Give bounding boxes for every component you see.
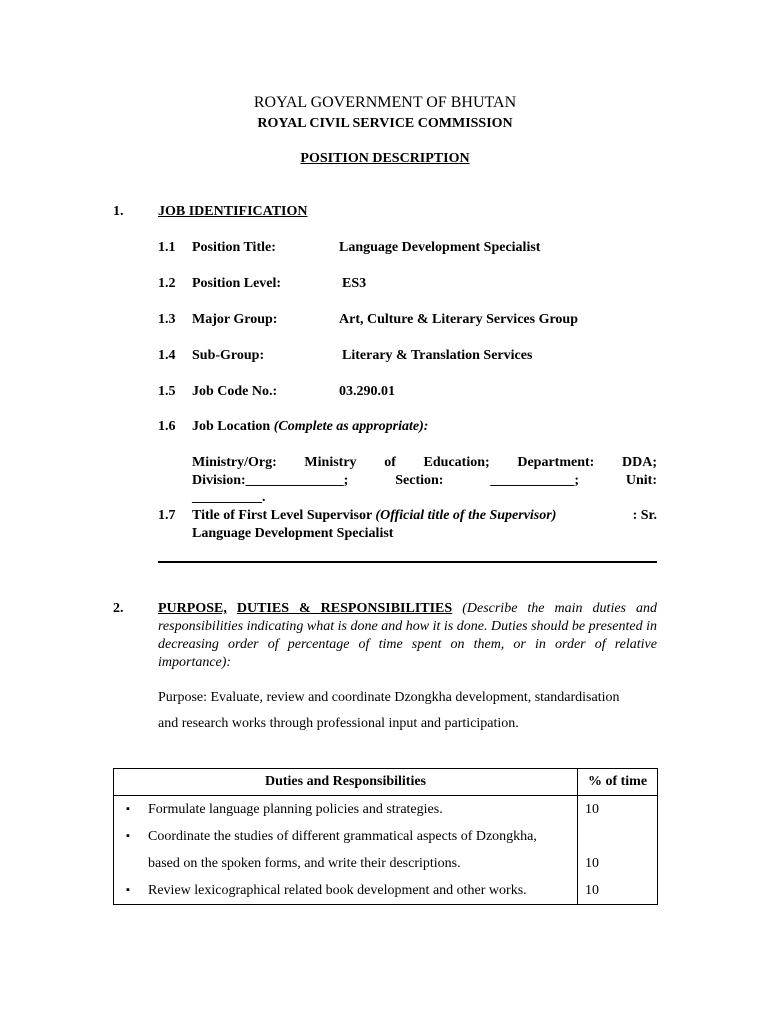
section2-title-duties: DUTIES & RESPONSIBILITIES — [236, 601, 453, 616]
field-value: Language Development Specialist — [339, 240, 541, 255]
table-row — [114, 850, 577, 877]
table-header-row — [114, 769, 658, 796]
location-note: (Complete as appropriate): — [273, 419, 429, 434]
bullet-icon: ▪ — [126, 884, 130, 896]
duties-cell — [114, 796, 578, 905]
location-line-unit: __________. — [192, 490, 266, 505]
duty-text: Formulate language planning policies and strategies. — [148, 802, 443, 817]
section2-number: 2. — [113, 601, 124, 616]
field-label: Position Title: — [192, 240, 276, 255]
time-value — [578, 823, 657, 850]
duty-text: Review lexicographical related book development and other works. — [148, 883, 527, 898]
field-label: Major Group: — [192, 312, 278, 327]
section2-title-purpose: PURPOSE, — [158, 601, 227, 616]
duty-text: based on the spoken forms, and write their descriptions. — [148, 856, 461, 871]
bullet-icon: ▪ — [126, 803, 130, 815]
document-title — [0, 151, 770, 167]
supervisor-line — [192, 508, 657, 524]
document-title-text: POSITION DESCRIPTION — [300, 151, 470, 166]
purpose-line-1: Purpose: Evaluate, review and coordinate Dzongkha development, standardisation — [158, 690, 620, 705]
section2-instruction-rest: responsibilities indicating what is done and how it is done. Duties should be presented in decreasing order of percentage of time spent on them, or in order of relative importance): — [158, 619, 657, 670]
location-line-ministry: Ministry/Org: Ministry of Education; Department: DDA; — [192, 455, 657, 470]
time-value: 10 — [585, 802, 599, 817]
section2-heading — [158, 600, 657, 672]
field-label: Position Level: — [192, 276, 282, 291]
bullet-icon: ▪ — [126, 830, 130, 842]
field-number: 1.5 — [158, 384, 176, 399]
section1-title: JOB IDENTIFICATION — [158, 204, 308, 219]
commission-title: ROYAL CIVIL SERVICE COMMISSION — [257, 116, 513, 131]
field-value: Literary & Translation Services — [342, 348, 533, 363]
duties-table — [113, 768, 658, 905]
field-value: 03.290.01 — [339, 384, 395, 399]
table-row — [114, 823, 577, 850]
section-divider — [158, 561, 657, 563]
header-duties: Duties and Responsibilities — [114, 769, 578, 796]
time-cell — [578, 796, 658, 905]
supervisor-note: (Official title of the Supervisor) — [375, 508, 557, 523]
government-title: ROYAL GOVERNMENT OF BHUTAN — [253, 94, 517, 111]
field-number: 1.3 — [158, 312, 176, 327]
field-value: ES3 — [342, 276, 367, 291]
table-row — [114, 877, 577, 904]
field-number: 1.4 — [158, 348, 176, 363]
location-line-division: Division:______________; Section: ____________; Unit: — [192, 473, 657, 488]
time-value: 10 — [585, 883, 599, 898]
field-number: 1.2 — [158, 276, 176, 291]
supervisor-label: Title of First Level Supervisor — [192, 508, 372, 523]
section1-number: 1. — [113, 204, 124, 219]
section2-instruction-start: (Describe the main duties and — [462, 601, 658, 616]
field-label: Job Code No.: — [192, 384, 278, 399]
supervisor-number: 1.7 — [158, 508, 176, 523]
field-value: Art, Culture & Literary Services Group — [339, 312, 578, 327]
supervisor-heading — [192, 508, 556, 524]
supervisor-title-start: : Sr. — [632, 508, 657, 523]
time-value: 10 — [585, 856, 599, 871]
duty-text: Coordinate the studies of different grammatical aspects of Dzongkha, — [148, 829, 537, 844]
supervisor-title-rest: Language Development Specialist — [192, 526, 394, 541]
header-time: % of time — [578, 769, 658, 796]
table-row — [114, 796, 577, 823]
purpose-line-2: and research works through professional input and participation. — [158, 716, 519, 731]
field-number: 1.1 — [158, 240, 176, 255]
location-label: Job Location — [192, 419, 271, 434]
location-number: 1.6 — [158, 419, 176, 434]
field-label: Sub-Group: — [192, 348, 265, 363]
location-heading — [192, 419, 428, 435]
table-body-row — [114, 796, 658, 905]
